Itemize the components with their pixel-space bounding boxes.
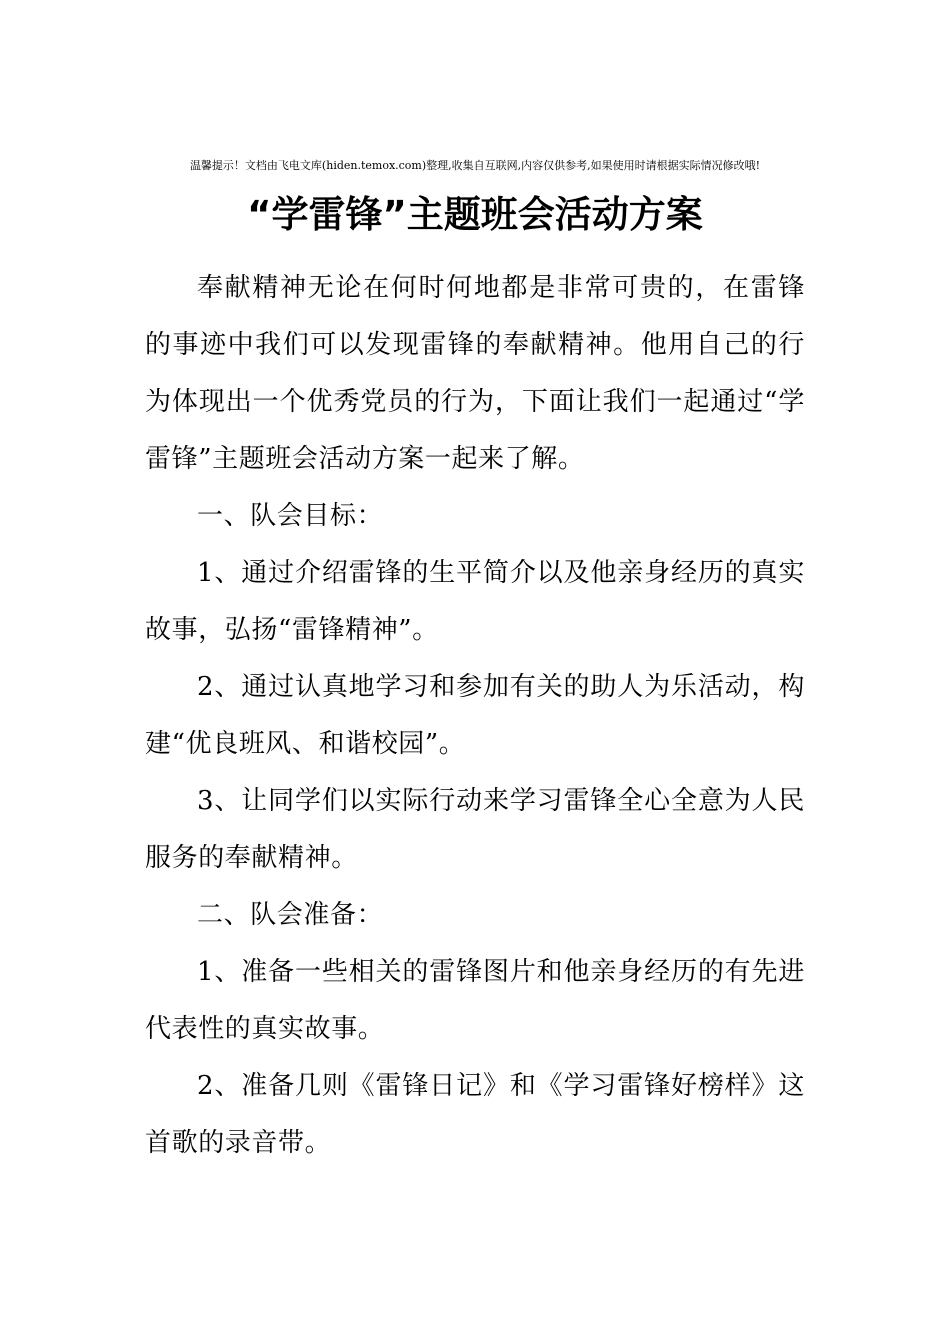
goal-item-2: 2、通过认真地学习和参加有关的助人为乐活动，构建“优良班风、和谐校园”。: [145, 672, 805, 759]
section-heading-goals: 一、队会目标：: [197, 501, 384, 531]
document-body: [145, 260, 805, 1172]
document-title: “学雷锋”主题班会活动方案: [247, 193, 703, 236]
preparation-item-2: 2、准备几则《雷锋日记》和《学习雷锋好榜样》这首歌的录音带。: [145, 1071, 805, 1158]
goal-item-1: 1、通过介绍雷锋的生平简介以及他亲身经历的真实故事，弘扬“雷锋精神”。: [145, 558, 805, 645]
preparation-item-1: 1、准备一些相关的雷锋图片和他亲身经历的有先进代表性的真实故事。: [145, 957, 805, 1044]
section-heading-preparation: 二、队会准备：: [197, 900, 384, 930]
intro-paragraph: 奉献精神无论在何时何地都是非常可贵的，在雷锋的事迹中我们可以发现雷锋的奉献精神。他用自己的行为体现出一个优秀党员的行为，下面让我们一起通过“学雷锋”主题班会活动方案一起来了解。: [145, 273, 805, 474]
header-notice: 温馨提示！文档由飞电文库(hiden.temox.com)整理,收集自互联网,内容仅供参考,如果使用时请根据实际情况修改哦!: [189, 159, 761, 172]
goal-item-3: 3、让同学们以实际行动来学习雷锋全心全意为人民服务的奉献精神。: [145, 786, 805, 873]
